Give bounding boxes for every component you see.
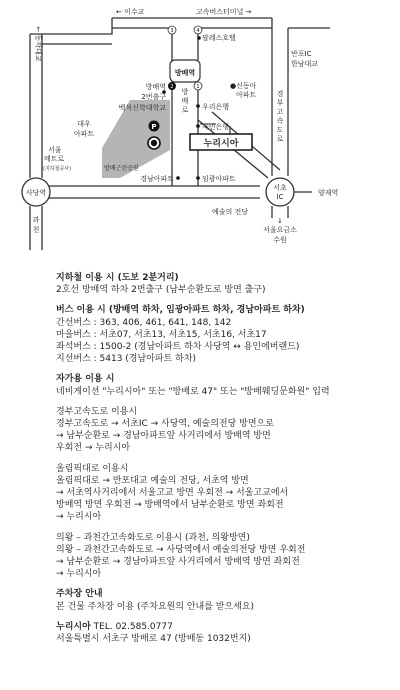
label-arrow-down: ↓ [277,217,283,225]
car-text: 네비게이션 "누리시아" 또는 "방배로 47" 또는 "방배웨딩문화원" 입력 [56,386,330,397]
label-seocho-ic-b: IC [276,193,284,201]
contact-line [56,621,392,633]
label-isu: ← 이수교 [116,8,145,16]
parking-title: 주차장 안내 [56,589,103,600]
label-bangbae-road-2: 배 [181,97,189,105]
label-seocho-ic-a: 서초 [273,184,287,192]
gyeongbu-line-1: 경부고속도로 → 서초IC → 사당역, 예술의전당 방면으로 [56,419,274,430]
label-express-bus: 고속버스터미널 → [196,8,252,16]
label-dongjak-bridge [34,26,43,61]
bus-village: 마을버스 : 서초07, 서초13, 서초15, 서초16, 서초17 [56,329,267,340]
label-daewoo-b: 아파트 [73,130,95,138]
exit-3-number: 3 [170,28,174,34]
label-metro-c: (지하철공사) [43,166,72,172]
label-gyeongbu-5: 도 [276,126,284,134]
exit-2-number: 2 [170,84,174,90]
label-metro-b: 메트로 [44,155,65,163]
subway-section [56,272,392,296]
exit-4-number: 4 [196,28,200,34]
label-gyeongbu-6: 로 [276,135,284,143]
label-sadang: 사당역 [25,189,47,197]
label-kookmin-bank: 국민은행 [202,123,230,131]
bus-branch: 지선버스 : 5413 (경남아파트 하차) [56,354,197,365]
bus-seat: 좌석버스 : 1500-2 (경남아파트 하차 사당역 ↔ 용인에버랜드) [56,342,300,353]
label-bangbae-exit2-b: 2번출구 [141,93,166,101]
label-bangbae-road-3: 로 [181,106,189,114]
exit-1-number: 1 [196,84,200,90]
gyeongbu-line-2: → 남부순환로 → 경남아파트앞 사거리에서 방배역 방면 [56,431,271,442]
car-title: 자가용 이용 시 [56,374,115,385]
label-bangbae-station: 방배역 [174,69,196,77]
uiwang-line-2: → 남부순환로 → 경남아파트앞 사거리에서 방배역 방면 좌회전 [56,557,300,568]
bus-title: 버스 이용 시 (방배역 하차, 임광아파트 하차, 경남아파트 하차) [56,305,305,316]
seocho-ic-marker [266,178,294,206]
subway-title: 지하철 이용 시 (도보 2분거리) [56,273,179,283]
label-tollgate-a: 서울요금소 [263,226,297,234]
car-section [56,373,392,397]
label-gyeongbu-1: 경 [276,90,284,98]
gyeongbu-line-3: 우회전 → 누리시아 [56,443,131,454]
olympic-line-1: 올림픽대로 → 반포대교 예술의 전당, 서초역 방면 [56,475,249,486]
label-daewoo-a: 대우 [77,120,91,128]
label-metro-a: 서울 [48,146,62,154]
label-arts-center: 예술의 전당 [212,208,249,216]
uiwang-line-1: 의왕 – 과천간고속화도로 → 사당역에서 예술의전당 방면 우회전 [56,544,306,555]
destination-dot [151,140,157,146]
label-shindonga-b: 아파트 [236,91,257,99]
directions-info [56,272,392,653]
label-bangbae-exit2-a: 방배역 [145,83,166,91]
label-gyeongbu-3: 고 [276,108,284,116]
location-map [0,0,400,262]
label-hannam-bridge: 한남대교 [291,60,319,68]
address: 서울특별시 서초구 방배로 47 (방배동 1032번지) [56,634,251,645]
label-nurisia: 누리시아 [203,139,239,149]
label-impyeong-apt: 임광아파트 [202,175,236,183]
label-gyeongbu-2: 부 [276,99,284,107]
label-yangjae: 양재역 [318,189,339,197]
olympic-section [56,463,392,524]
olympic-line-4: → 누리시아 [56,512,102,523]
label-bangbae-road-1: 방 [181,88,189,96]
label-bangbae-park: 방배근린공원 [104,165,139,172]
olympic-line-2: → 서초역사거리에서 서울고교 방면 우회전 → 서울고교에서 [56,488,289,499]
label-gwacheon-a: 과 [32,216,40,224]
label-tollgate-b: 수원 [273,236,287,244]
label-gwacheon-b: 천 [32,226,40,234]
parking-icon-letter: P [151,123,157,131]
label-palace-hotel: 팔레스호텔 [202,34,236,42]
olympic-line-3: 방배역 방면 우회전 → 방배역에서 남부순환로 방면 좌회전 [56,500,284,511]
bus-trunk: 간선버스 : 363, 406, 461, 641, 148, 142 [56,317,232,328]
label-baekseok: 백석신학대학교 [118,104,166,112]
parking-section [56,588,392,612]
gyeongbu-section [56,406,392,455]
gyeongbu-title: 경부고속도로 이용시 [56,406,138,417]
label-gyeongnam-apt: 경남아파트 [140,175,174,183]
label-woori-bank: 우리은행 [202,103,230,111]
label-dongjak-bridge-text: ← 동작대교 [34,26,42,62]
contact-section [56,621,392,645]
contact-tel: TEL. 02.585.0777 [93,621,173,632]
olympic-title: 올림픽대로 이용시 [56,463,129,474]
label-shindonga-a: ●신동아 [230,82,257,90]
uiwang-section [56,532,392,581]
label-gyeongbu-4: 속 [276,117,284,125]
label-banpo-ic: 반포IC [291,50,312,58]
uiwang-title: 의왕 – 과천간고속화도로 이용시 (과천, 의왕방면) [56,532,250,543]
bus-section [56,304,392,365]
subway-text: 2호선 방배역 하차 2번출구 (남부순환도로 방면 출구) [56,285,266,296]
contact-name: 누리시아 [56,621,91,632]
parking-text: 본 건물 주차장 이용 (주차요원의 안내를 받으세요) [56,601,255,612]
uiwang-line-3: → 누리시아 [56,569,102,580]
